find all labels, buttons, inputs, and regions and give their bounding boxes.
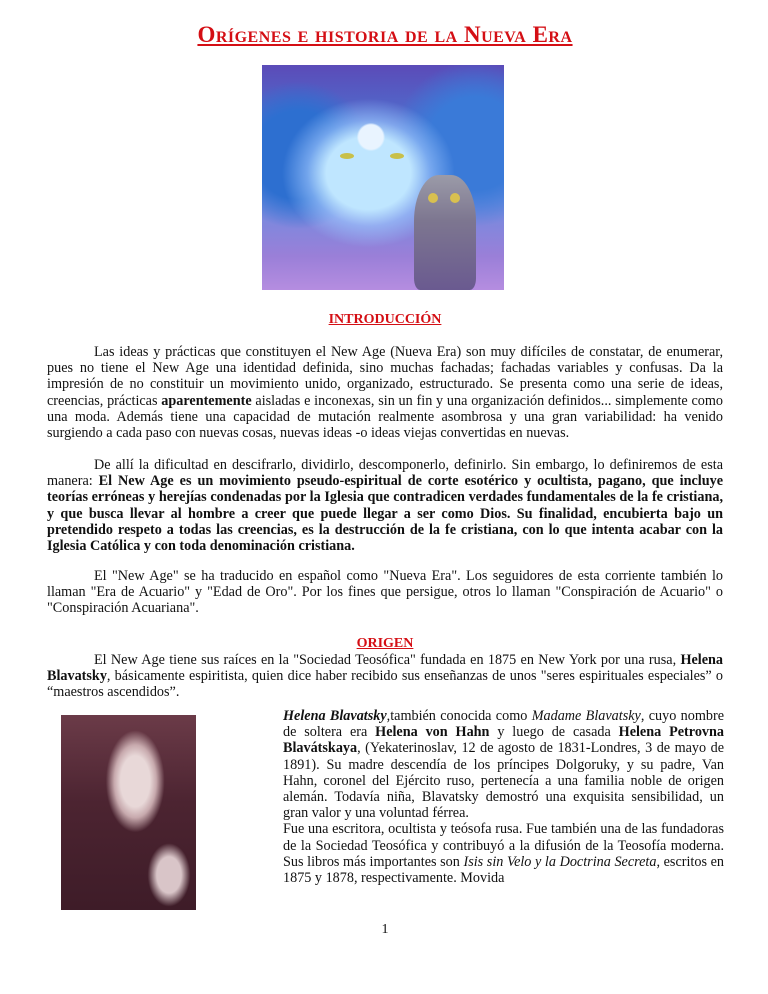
heading-origen: ORIGEN xyxy=(356,636,414,651)
document-title: Orígenes e historia de la Nueva Era xyxy=(197,22,573,47)
eye-right xyxy=(390,153,404,159)
page-number: 1 xyxy=(381,922,389,937)
intro-paragraph-2: De allí la dificultad en descifrarlo, dividirlo, descomponerlo, definirlo. Sin embargo, lo definiremos de esta manera: El New Age es un movimiento pseudo-espiritual de corte esotérico y ocultista, pagano, que incluye teorías erróneas y herejías condenadas por la Iglesia que contradicen verdades fundamentales de la fe cristiana, y que busca llevar al hombre a creer que puede llegar a ser como Dios. Su finalidad, encubierta bajo un pretendido respeto a todas las creencias, es la destrucción de la fe cristiana, con lo que intenta acabar con la Iglesia Católica y con toda denominación cristiana. xyxy=(47,457,724,555)
hero-image xyxy=(262,65,504,290)
intro-paragraph-3: El "New Age" se ha traducido en español como "Nueva Era". Los seguidores de esta corriente también lo llaman "Era de Acuario" y "Edad de Oro". Por los fines que persigue, otros lo llaman "Conspiración de Acuario" o "Conspiración Acuariana". xyxy=(47,568,723,617)
owl-figure xyxy=(414,175,476,290)
eye-left xyxy=(340,153,354,159)
blavatsky-bio: Helena Blavatsky,también conocida como Madame Blavatsky, cuyo nombre de soltera era Helena von Hahn y luego de casada Helena Petrovna Blavátskaya, (Yekaterinoslav, 12 de agosto de 1831-Londres, 3 de mayo de 1891). Su madre descendía de los príncipes Dolgoruky, y su padre, Van Hahn, coronel del Ejército ruso, pertenecía a una familia noble de origen alemán. Todavía niña, Blavatsky demostró una exquisita sensibilidad, un gran valor y una voluntad férrea. Fue una escritora, ocultista y teósofa rusa. Fue también una de las fundadoras de la Sociedad Teosófica y contribuyó a la difusión de la Teosofía moderna. Sus libros más importantes son Isis sin Velo y la Doctrina Secreta, escritos en 1875 y 1878, respectivamente. Movida xyxy=(283,708,724,887)
blavatsky-portrait xyxy=(61,715,196,910)
intro-paragraph-1: Las ideas y prácticas que constituyen el New Age (Nueva Era) son muy difíciles de constatar, de enumerar, pues no tiene el New Age una identidad definida, sino muchas fachadas; fachadas variables y confusas. Da la impresión de no constituir un movimiento unido, organizado, estructurado. Se presenta como una serie de ideas, creencias, prácticas aparentemente aisladas e inconexas, sin un fin y una organización definidos... simplemente como una moda. Además tiene una capacidad de mutación realmente asombrosa y una gran variabilidad: ha venido surgiendo a cada paso con nuevas cosas, nuevas ideas -o ideas viejas convertidas en nuevas. xyxy=(47,344,723,442)
origen-paragraph: El New Age tiene sus raíces en la "Sociedad Teosófica" fundada en 1875 en New York por una rusa, Helena Blavatsky, básicamente espiritista, quien dice haber recibido sus enseñanzas de unos "seres espirituales especiales” o “maestros ascendidos”. xyxy=(47,652,723,701)
heading-introduccion: INTRODUCCIÓN xyxy=(328,312,442,327)
